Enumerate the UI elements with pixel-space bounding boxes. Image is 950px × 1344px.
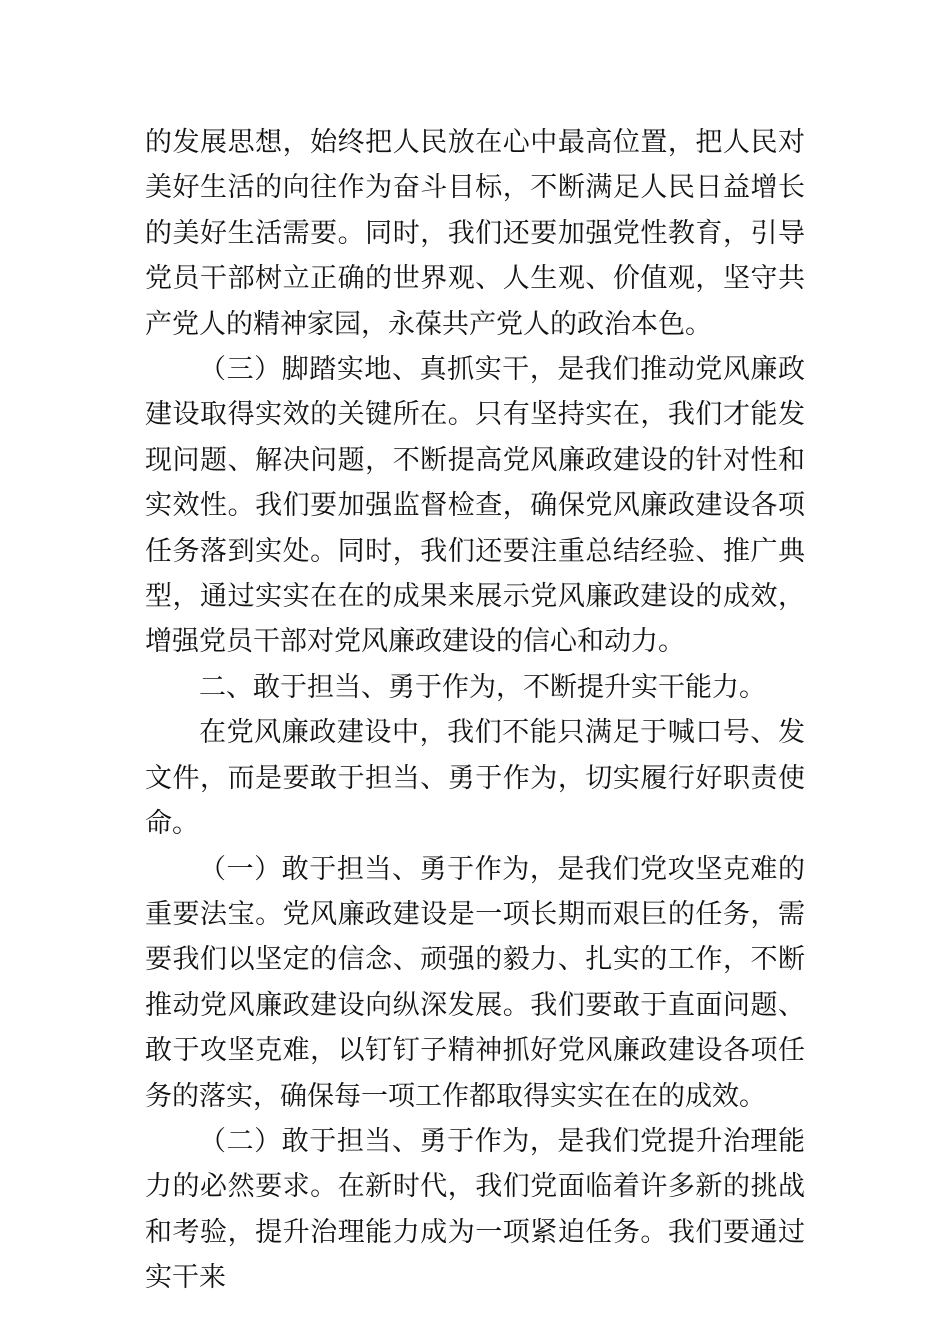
paragraph-subsection-one: （一）敢于担当、勇于作为，是我们党攻坚克难的重要法宝。党风廉政建设是一项长期而艰巨的任务，需要我们以坚定的信念、顽强的毅力、扎实的工作，不断推动党风廉政建设向纵深发展。我们要敢于直面问题、敢于攻坚克难，以钉钉子精神抓好党风廉政建设各项任务的落实，确保每一项工作都取得实实在在的成效。 xyxy=(145,853,805,1112)
paragraph-section-three: （三）脚踏实地、真抓实干，是我们推动党风廉政建设取得实效的关键所在。只有坚持实在，我们才能发现问题、解决问题，不断提高党风廉政建设的针对性和实效性。我们要加强监督检查，确保党风廉政建设各项任务落到实处。同时，我们还要注重总结经验、推广典型，通过实实在在的成果来展示党风廉政建设的成效，增强党员干部对党风廉政建设的信心和动力。 xyxy=(145,354,805,658)
paragraph-subsection-two: （二）敢于担当、勇于作为，是我们党提升治理能力的必然要求。在新时代，我们党面临着许多新的挑战和考验，提升治理能力成为一项紧迫任务。我们要通过实干来 xyxy=(145,1125,805,1294)
section-heading-two: 二、敢于担当、勇于作为，不断提升实干能力。 xyxy=(199,671,766,703)
paragraph-continuation: 的发展思想，始终把人民放在心中最高位置，把人民对美好生活的向往作为奋斗目标，不断满足人民日益增长的美好生活需要。同时，我们还要加强党性教育，引导党员干部树立正确的世界观、人生观、价值观，坚守共产党人的精神家园，永葆共产党人的政治本色。 xyxy=(145,127,805,340)
document-body xyxy=(145,120,805,1301)
paragraph-intro: 在党风廉政建设中，我们不能只满足于喊口号、发文件，而是要敢于担当、勇于作为，切实履行好职责使命。 xyxy=(145,717,805,840)
